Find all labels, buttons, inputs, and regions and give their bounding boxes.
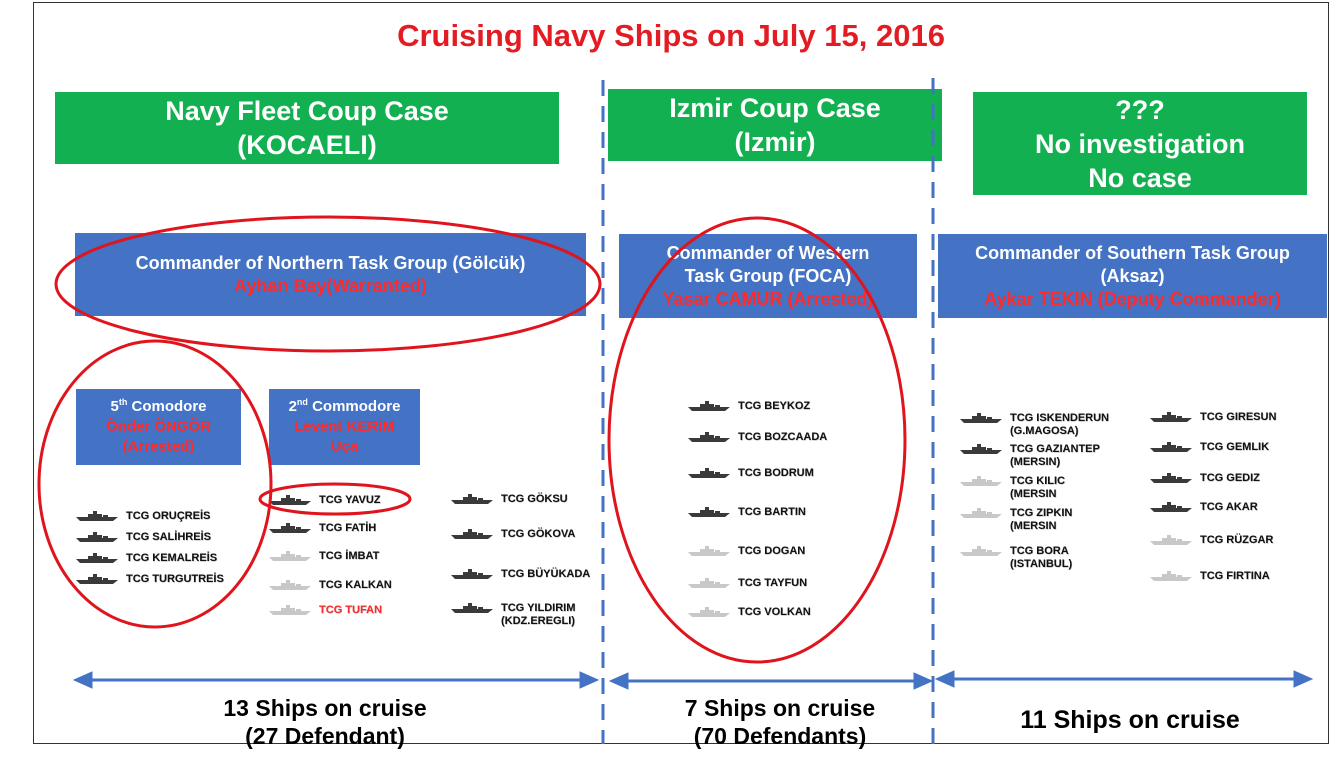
none-count-line1: 11 Ships on cruise [1020, 706, 1240, 734]
case-none-line2: No investigation [1034, 128, 1245, 159]
ship-name: TCG FATİH [319, 522, 377, 534]
ship-name: TCG TUFAN [319, 604, 382, 616]
fifth-title: Comodore [131, 398, 207, 415]
ship-name: TCG BARTIN [738, 506, 806, 518]
kocaeli-count-line2: (27 Defendant) [245, 723, 405, 749]
fifth-ordinal: 5 [110, 398, 119, 415]
ship-name: TCG VOLKAN [738, 606, 811, 618]
fifth-commodore-ellipse [39, 341, 271, 627]
ship-name: TCG KILIC [1010, 475, 1065, 487]
ship-name: TCG TURGUTREİS [126, 573, 224, 585]
ship-name: TCG SALİHREİS [126, 531, 211, 543]
southern-group-title-1: Commander of Southern Task Group [975, 242, 1290, 263]
ship-homeport: (MERSIN [1010, 520, 1057, 532]
western-group-ellipse [609, 218, 905, 662]
izmir-count [640, 694, 920, 750]
ship-name: TCG DOGAN [738, 545, 806, 557]
case-izmir-line2: (Izmir) [734, 127, 816, 157]
none-range-arrow [936, 671, 1312, 687]
fifth-commodore-status: (Arrested) [122, 438, 195, 455]
kocaeli-count [160, 694, 490, 750]
second-commodore-status: Uça [330, 438, 359, 455]
second-ordinal: 2 [288, 398, 297, 415]
ship-homeport: (G.MAGOSA) [1010, 425, 1079, 437]
page-title: Cruising Navy Ships on July 15, 2016 [397, 18, 945, 53]
ship-name: TCG GÖKOVA [501, 528, 576, 540]
northern-group-commander: Ayhan Bay(Warranted) [234, 275, 427, 296]
ship-name: TCG YILDIRIM [501, 602, 576, 614]
ship-name: TCG GÖKSU [501, 493, 568, 505]
ship-name: TCG GAZIANTEP [1010, 443, 1100, 455]
ship-name: TCG BORA [1010, 545, 1069, 557]
case-none-line1: ??? [1115, 94, 1165, 125]
second-ordinal-suffix: nd [296, 397, 308, 407]
northern-group-title: Commander of Northern Task Group (Gölcük) [135, 252, 526, 273]
case-kocaeli-line2: (KOCAELI) [237, 130, 377, 160]
ship-name: TCG ZIPKIN [1010, 507, 1073, 519]
ship-name: TCG ISKENDERUN [1010, 412, 1110, 424]
ship-name: TCG KALKAN [319, 579, 392, 591]
case-kocaeli-line1: Navy Fleet Coup Case [165, 96, 449, 126]
izmir-count-line2: (70 Defendants) [693, 723, 867, 749]
izmir-range-arrow [610, 673, 932, 689]
ship-homeport: (MERSIN [1010, 488, 1057, 500]
western-group-title-2: Task Group (FOCA) [684, 265, 852, 286]
case-izmir-line1: Izmir Coup Case [669, 93, 881, 123]
ship-homeport: (MERSIN) [1010, 456, 1061, 468]
kocaeli-count-line1: 13 Ships on cruise [223, 695, 427, 721]
ship-name: TCG BÜYÜKADA [501, 568, 591, 580]
ship-name: TCG BODRUM [738, 467, 814, 479]
ship-name: TCG GEMLIK [1200, 441, 1270, 453]
southern-group-commander: Aykar TEKIN (Deputy Commander) [984, 288, 1281, 309]
western-group-title-1: Commander of Western [666, 242, 870, 263]
southern-group-title-2: (Aksaz) [1100, 265, 1165, 286]
second-title: Commodore [312, 398, 401, 415]
ship-name: TCG KEMALREİS [126, 552, 218, 564]
ship-name: TCG AKAR [1200, 501, 1258, 513]
ship-name: TCG BEYKOZ [738, 400, 811, 412]
none-count [960, 706, 1300, 734]
second-commodore-name: Levent KERİM [294, 418, 395, 435]
ship-name: TCG GIRESUN [1200, 411, 1277, 423]
ship-name: TCG FIRTINA [1200, 570, 1270, 582]
ship-name: TCG GEDIZ [1200, 472, 1260, 484]
northern-commander-ellipse [56, 217, 600, 351]
ship-name: TCG BOZCAADA [738, 431, 828, 443]
fifth-commodore-name: Önder ÖNGÖR [105, 418, 211, 435]
ship-name: TCG YAVUZ [319, 494, 381, 506]
case-none-line3: No case [1088, 162, 1192, 193]
ship-name: TCG TAYFUN [738, 577, 808, 589]
ship-homeport: (KDZ.EREGLI) [501, 615, 575, 627]
ship-name: TCG ORUÇREİS [126, 510, 211, 522]
ship-homeport: (ISTANBUL) [1010, 558, 1073, 570]
western-group-commander: Yasar CAMUR (Arrested) [662, 288, 874, 309]
fifth-ordinal-suffix: th [118, 397, 128, 407]
ship-name: TCG İMBAT [319, 550, 380, 562]
ship-name: TCG RÜZGAR [1200, 534, 1274, 546]
izmir-count-line1: 7 Ships on cruise [684, 695, 876, 721]
yavuz-ellipse [260, 484, 410, 514]
kocaeli-range-arrow [74, 672, 598, 688]
